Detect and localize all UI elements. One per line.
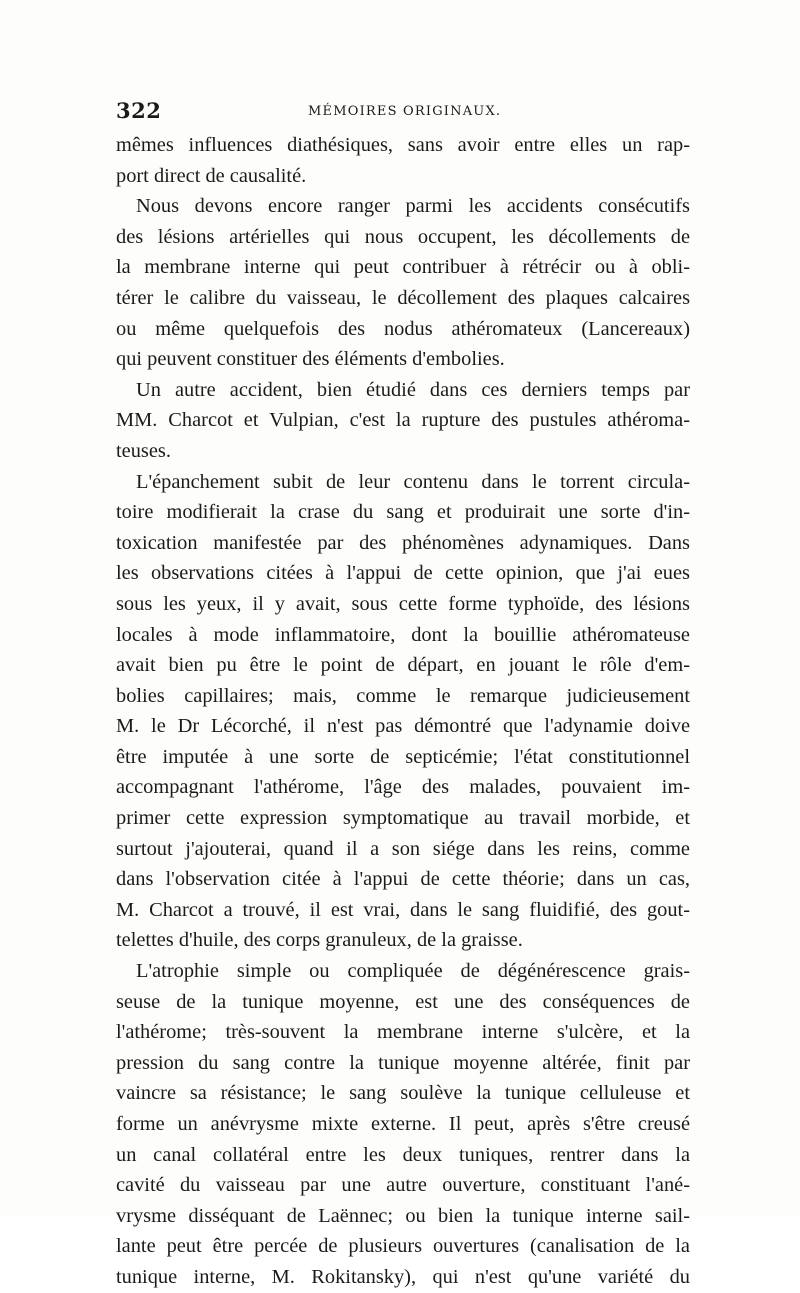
paragraph (116, 375, 690, 467)
text-line: vrysme disséquant de Laënnec; ou bien la tunique interne sail- (116, 1204, 690, 1227)
text-line: les observations citées à l'appui de cette opinion, que j'ai eues (116, 562, 690, 585)
text-line: toire modifierait la crase du sang et produirait une sorte d'in- (116, 501, 690, 524)
text-line: L'épanchement subit de leur contenu dans le torrent circula- (136, 470, 690, 493)
text-line: mêmes influences diathésiques, sans avoir entre elles un rap- (116, 134, 690, 156)
running-head (116, 96, 688, 130)
text-line: lante peut être percée de plusieurs ouvertures (canalisation de la (116, 1235, 690, 1258)
text-line: cavité du vaisseau par une autre ouverture, constituant l'ané- (116, 1174, 690, 1197)
page-number: 322 (116, 98, 162, 123)
text-line: telettes d'huile, des corps granuleux, de la graisse. (116, 929, 523, 952)
text-line: seuse de la tunique moyenne, est une des conséquences de (116, 990, 690, 1013)
text-line: bolies capillaires; mais, comme le remarque judicieusement (116, 684, 690, 707)
text-line: la membrane interne qui peut contribuer à rétrécir ou à obli- (116, 256, 690, 279)
text-line: térer le calibre du vaisseau, le décollement des plaques calcaires (116, 286, 690, 309)
paragraph (116, 956, 690, 1293)
text-line: locales à mode inflammatoire, dont la bouillie athéromateuse (116, 623, 690, 646)
text-line: M. le Dr Lécorché, il n'est pas démontré que l'adynamie doive (116, 715, 690, 738)
text-line: surtout j'ajouterai, quand il a son siége dans les reins, comme (116, 837, 690, 860)
text-line: port direct de causalité. (116, 164, 307, 187)
paragraph (116, 467, 690, 957)
text-line: accompagnant l'athérome, l'âge des malades, pouvaient im- (116, 776, 690, 799)
text-line: teuses. (116, 439, 171, 462)
paragraph (116, 191, 690, 375)
text-line: avait bien pu être le point de départ, en jouant le rôle d'em- (116, 654, 690, 677)
text-line: l'athérome; très-souvent la membrane interne s'ulcère, et la (116, 1021, 690, 1044)
text-line: qui peuvent constituer des éléments d'embolies. (116, 348, 505, 371)
text-line: Un autre accident, bien étudié dans ces derniers temps par (136, 378, 690, 401)
text-line: ou même quelquefois des nodus athéromateux (Lancereaux) (116, 317, 690, 340)
text-line: Nous devons encore ranger parmi les accidents consécutifs (136, 195, 690, 218)
text-line: forme un anévrysme mixte externe. Il peut, après s'être creusé (116, 1113, 690, 1135)
text-line: vaincre sa résistance; le sang soulève la tunique celluleuse et (116, 1082, 690, 1105)
text-line: dans l'observation citée à l'appui de cette théorie; dans un cas, (116, 868, 690, 891)
text-line: primer cette expression symptomatique au travail morbide, et (116, 807, 690, 830)
paragraph (116, 130, 690, 191)
text-line: toxication manifestée par des phénomènes adynamiques. Dans (116, 531, 690, 554)
text-line: tunique interne, M. Rokitansky), qui n'est qu'une variété du (116, 1265, 690, 1288)
text-line: L'atrophie simple ou compliquée de dégénérescence grais- (136, 960, 690, 983)
text-line: pression du sang contre la tunique moyenne altérée, finit par (116, 1051, 690, 1074)
text-line: être imputée à une sorte de septicémie; l'état constitutionnel (116, 745, 690, 768)
text-line: sous les yeux, il y avait, sous cette forme typhoïde, des lésions (116, 592, 690, 615)
text-line: M. Charcot a trouvé, il est vrai, dans le sang fluidifié, des gout- (116, 898, 690, 921)
body-text (116, 130, 690, 1293)
text-line: des lésions artérielles qui nous occupent, les décollements de (116, 225, 690, 248)
text-line: un canal collatéral entre les deux tuniques, rentrer dans la (116, 1143, 690, 1166)
running-title: MÉMOIRES ORIGINAUX. (308, 104, 502, 119)
text-line: MM. Charcot et Vulpian, c'est la rupture des pustules athéroma- (116, 409, 690, 432)
